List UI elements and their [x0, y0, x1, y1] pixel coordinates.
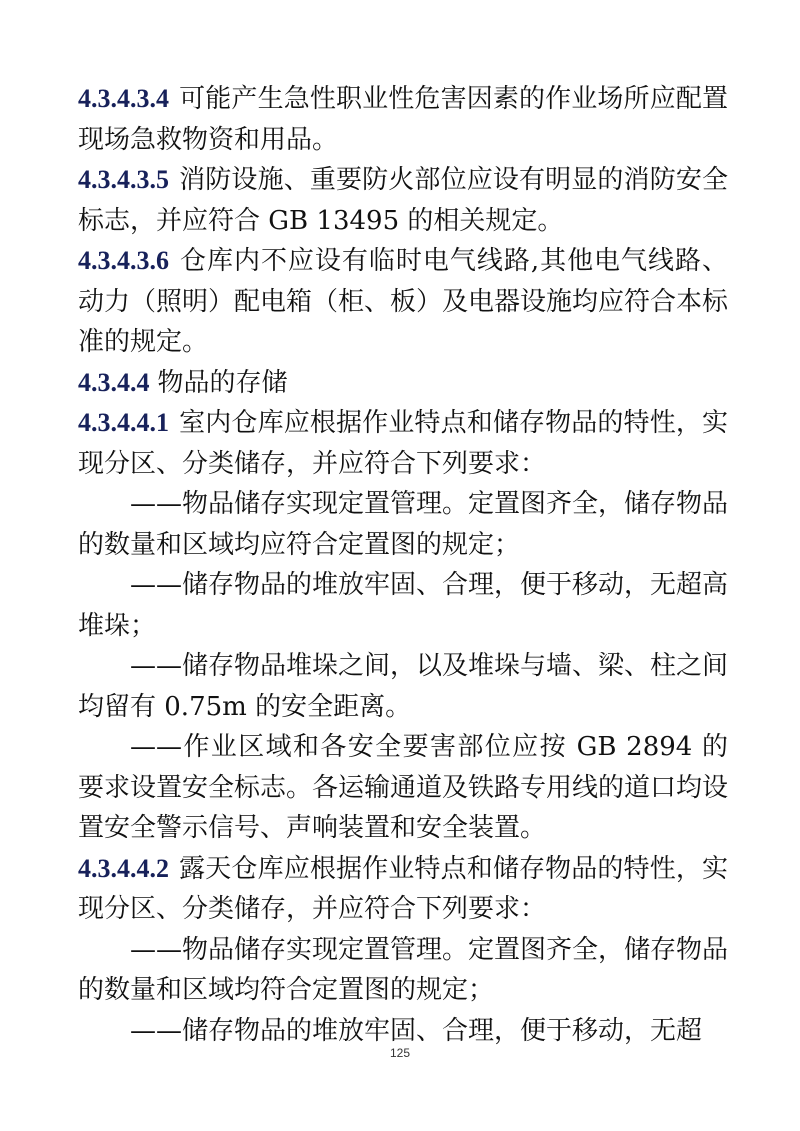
clause-number: 4.3.4.3.4 — [78, 84, 169, 113]
clause-text: 室内仓库应根据作业特点和储存物品的特性，实现分区、分类储存，并应符合下列要求： — [78, 408, 728, 479]
page-number: 125 — [389, 1046, 411, 1060]
clause-number: 4.3.4.4.2 — [78, 853, 169, 883]
clause-4-3-4-3-6 — [78, 241, 728, 363]
document-body — [78, 79, 728, 1051]
list-item: ——储存物品的堆放牢固、合理，便于移动，无超高堆垛； — [78, 570, 729, 641]
list-item: ——物品储存实现定置管理。定置图齐全，储存物品的数量和区域均符合定置图的规定； — [78, 934, 729, 1005]
clause-4-3-4-4-1 — [78, 403, 728, 484]
clause-4-3-4-4-2 — [78, 849, 728, 930]
list-item: ——作业区域和各安全要害部位应按 GB 2894 的要求设置安全标志。各运输通道及铁路专用线的道口均设置安全警示信号、声响装置和安全装置。 — [78, 732, 729, 843]
list-item: ——储存物品堆垛之间，以及堆垛与墙、梁、柱之间均留有 0.75m 的安全距离。 — [78, 651, 729, 722]
section-title: 物品的存储 — [157, 367, 288, 398]
clause-text: 露天仓库应根据作业特点和储存物品的特性，实现分区、分类储存，并应符合下列要求： — [78, 853, 728, 924]
clause-number: 4.3.4.3.6 — [78, 246, 169, 275]
clause-text: 可能产生急性职业性危害因素的作业场所应配置现场急救物资和用品。 — [78, 84, 728, 155]
clause-number: 4.3.4.3.5 — [78, 165, 169, 194]
list-item: ——物品储存实现定置管理。定置图齐全，储存物品的数量和区域均应符合定置图的规定； — [78, 489, 729, 560]
clause-number: 4.3.4.4.1 — [78, 408, 169, 437]
clause-text: 消防设施、重要防火部位应设有明显的消防安全标志，并应符合 GB 13495 的相关规定。 — [78, 165, 728, 236]
clause-text: 仓库内不应设有临时电气线路,其他电气线路、动力（照明）配电箱（柜、板）及电器设施均应符合本标准的规定。 — [78, 246, 729, 357]
list-item: ——储存物品的堆放牢固、合理，便于移动，无超 — [130, 1015, 703, 1046]
section-number: 4.3.4.4 — [78, 367, 150, 397]
clause-4-3-4-3-5 — [78, 160, 728, 241]
section-heading-4-3-4-4 — [78, 363, 728, 404]
clause-4-3-4-3-4 — [78, 79, 728, 160]
